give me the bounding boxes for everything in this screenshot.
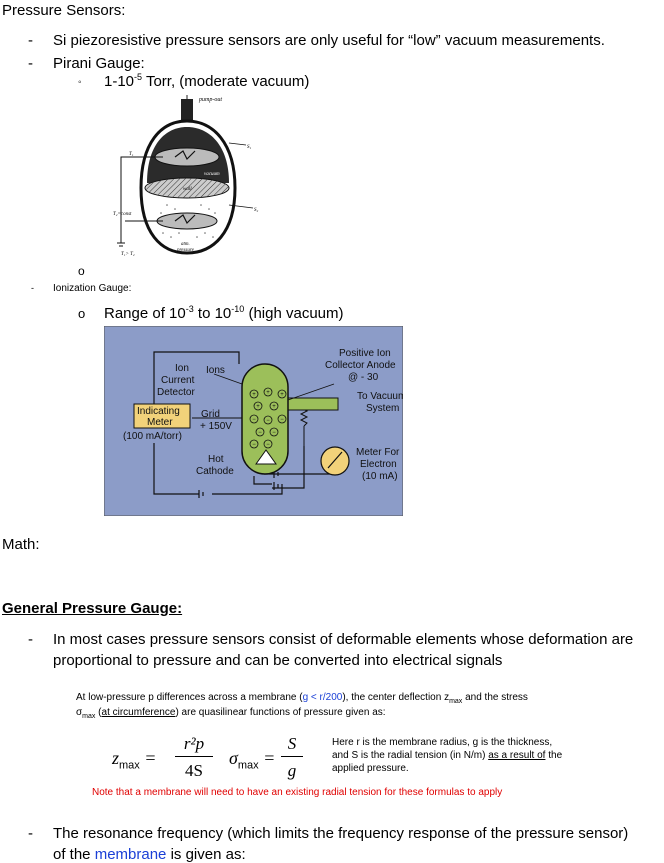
svg-text:−: − [280,417,284,423]
note-line-2: and S is the radial tension (in N/m) as a result of the [332,750,563,761]
bullet-resonance-line2: of the membrane is given as: [53,846,246,863]
per-torr-label: (100 mA/torr) [123,431,182,442]
vacuum-label: vacuum [204,172,220,177]
ionization-gauge-svg [104,326,403,516]
pirani-gauge-svg [101,93,271,263]
eq1-lhs: $z_{max}$ = [112,748,157,772]
note-line-1: Here r is the membrane radius, g is the thickness, [332,737,553,748]
membrane-formula-excerpt [74,690,604,802]
bullet-si-piezoresistive: Si piezoresistive pressure sensors are only useful for “low” vacuum measurements. [53,32,605,49]
ions-label: Ions [206,365,225,376]
bullet-dash: - [28,55,33,72]
svg-text:+: + [280,392,284,398]
eq1-fraction-bar [175,756,213,757]
s2-label: S₂ [254,208,259,213]
sub-bullet-o: o [78,306,86,321]
electron-label: Electron [360,459,397,470]
grid-label: Grid [201,409,220,420]
svg-text:−: − [272,430,276,436]
svg-text:+: + [266,390,270,396]
radial-tension-note: Note that a membrane will need to have an existing radial tension for these formulas to apply [92,787,503,798]
svg-text:+: + [256,404,260,410]
excerpt-line-1: At low-pressure p differences across a membrane (g < r/200), the center deflection $z_{max}$ and the stress [76,692,528,705]
system-label: System [366,403,400,414]
eq2-fraction-bar [281,756,303,757]
to-vacuum-label: To Vacuum [357,391,403,402]
eq1-numerator: r²p [183,734,205,753]
ionization-gauge-diagram [104,326,403,516]
eq1-denominator: 4S [185,761,203,780]
eq2-denominator: g [287,761,297,780]
t1-gt-t2-label: T₁> T₂ [121,252,135,257]
meter-label: Meter [147,417,173,428]
sub-bullet-circle: ◦ [78,77,82,88]
eq2-numerator: S [287,734,297,753]
meter-for-label: Meter For [356,447,400,458]
ionization-range: Range of $10^{-3}$ to $10^{-10}$ (high vacuum) [104,304,344,322]
note-line-3: applied pressure. [332,763,409,774]
bullet-deformable-line2: proportional to pressure and can be converted into electrical signals [53,652,503,669]
pressure-label: pressure [177,248,194,253]
grid-voltage-label: + 150V [200,421,232,432]
pump-out-label: pump-out [199,97,222,103]
excerpt-line-2: $\sigma_{max}$ (at circumference) are quasilinear functions of pressure given as: [76,707,386,720]
membrane-link[interactable]: membrane [94,846,167,863]
svg-text:−: − [252,417,256,423]
current-label: Current [161,375,195,386]
bullet-deformable-line1: In most cases pressure sensors consist of deformable elements whose deformation are [53,631,634,648]
pirani-range: $1-10^{-5}$ Torr, (moderate vacuum) [104,72,310,90]
section-heading-pressure-sensors: Pressure Sensors: [2,2,126,19]
ion-label: Ion [175,363,189,374]
svg-text:+: + [252,392,256,398]
svg-text:−: − [266,418,270,424]
at-minus-30-label: @ - 30 [348,372,379,383]
t2-const-label: T₂=const [113,212,132,217]
detector-label: Detector [157,387,195,398]
indicating-label: Indicating [137,406,180,417]
ten-ma-label: (10 mA) [362,471,398,482]
svg-text:−: − [258,430,262,436]
bullet-dash: - [28,32,33,49]
svg-text:−: − [266,442,270,448]
collector-anode-label: Collector Anode [325,360,396,371]
bullet-dash-small: - [31,283,34,293]
bullet-resonance-line1: The resonance frequency (which limits the frequency response of the pressure sensor) [53,825,629,842]
bullet-pirani-gauge: Pirani Gauge: [53,55,145,72]
positive-ion-label: Positive Ion [339,348,391,359]
atm-label: atm. [181,242,190,247]
bullet-ionization-gauge: Ionization Gauge: [53,283,132,294]
s1-label: S₁ [247,145,252,150]
t1-label: T₁ [129,152,134,157]
bullet-dash: - [28,825,33,842]
hot-label: Hot [208,454,224,465]
bullet-dash: - [28,631,33,648]
section-heading-general-pressure-gauge: General Pressure Gauge: [2,600,183,617]
svg-text:+: + [272,404,276,410]
math-label: Math: [2,536,40,553]
empty-sub-bullet: o [78,264,85,278]
pirani-gauge-diagram [101,93,271,263]
wall-label: wall [183,187,192,192]
excerpt-note [332,736,562,775]
cathode-label: Cathode [196,466,234,477]
svg-text:−: − [252,442,256,448]
eq2-lhs: $\sigma_{max}$ = [229,748,276,772]
